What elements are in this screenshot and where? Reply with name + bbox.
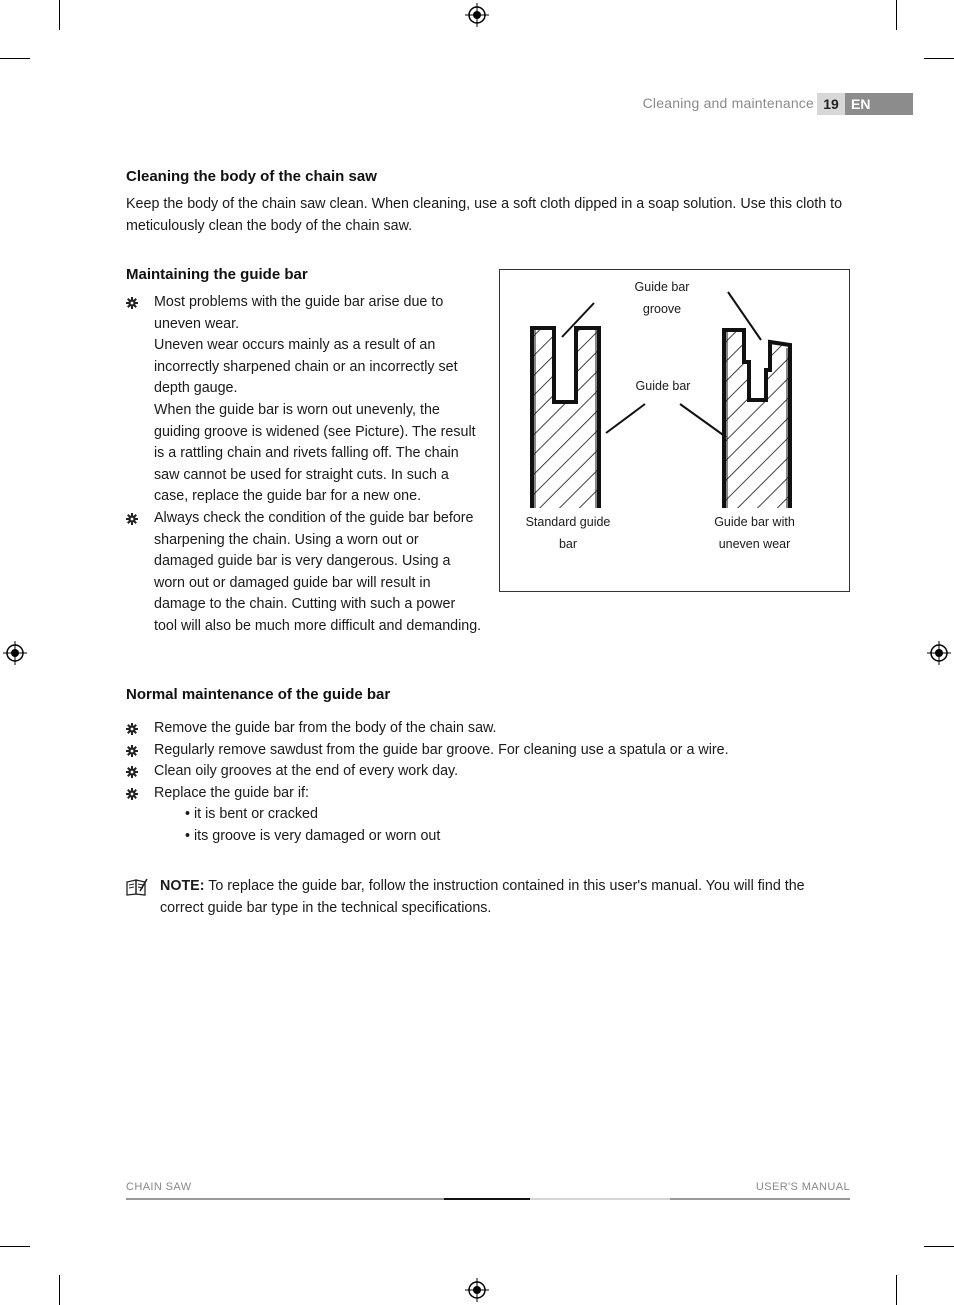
list-item [126,718,852,740]
language-badge: EN [845,93,913,115]
label-standard-guide-bar: Standard guide bar [525,515,611,551]
standard-guide-bar [532,327,599,508]
pointer-bar-right [680,404,726,437]
label-guide-bar-groove: Guide bar groove [634,280,690,316]
crop-mark-bottom-left-v [59,1275,60,1305]
notebook-icon [126,878,148,896]
sub-list [154,804,852,847]
footer-rule [126,1198,444,1200]
worn-guide-bar [724,330,790,508]
gear-icon [126,513,138,525]
label-uneven-guide-bar: Guide bar with uneven wear [714,515,795,551]
list-item-text: Remove the guide bar from the body of the chain saw. [154,720,497,736]
registration-mark-icon [927,641,951,665]
footer-left: CHAIN SAW [126,1181,192,1193]
crop-mark-bottom-right-h [924,1246,954,1247]
list-item [126,740,852,762]
crop-mark-bottom-right-v [896,1275,897,1305]
gear-icon [126,723,138,735]
list-item [126,783,852,848]
page-tab [817,93,913,115]
list-paragraph: Most problems with the guide bar arise due to uneven wear. [154,294,444,332]
gear-icon [126,766,138,778]
footer-rule [670,1198,850,1200]
pointer-bar-left [606,404,645,433]
cleaning-text: Keep the body of the chain saw clean. When cleaning, use a soft cloth dipped in a soap solution. Use this cloth to meticulously clean the body of the chain saw. [126,196,843,234]
section-title: Cleaning and maintenance [642,95,814,111]
heading-cleaning: Cleaning the body of the chain saw [126,168,377,185]
list-paragraph: Uneven wear occurs mainly as a result of an incorrectly sharpened chain or an incorrectly set depth gauge. [154,337,458,397]
list-paragraph: When the guide bar is worn out unevenly, the guiding groove is widened (see Picture). The result is a rattling chain and rivets falling off. The chain saw cannot be used for straight cuts. In such a case, replace the guide bar for a new one. [154,401,476,505]
footer-right: USER'S MANUAL [755,1181,850,1193]
heading-normal-maintenance: Normal maintenance of the guide bar [126,686,391,703]
crop-mark-top-left-v [59,0,60,30]
registration-mark-icon [465,1278,489,1302]
crop-mark-bottom-left-h [0,1246,30,1247]
list-item-text: Clean oily grooves at the end of every work day. [154,763,459,780]
footer-rule [530,1198,670,1200]
heading-maintaining: Maintaining the guide bar [126,266,308,283]
note-label: NOTE: [160,878,205,894]
sub-list-item: • its groove is very damaged or worn out [185,827,441,844]
list-item [126,761,852,783]
page-number: 19 [817,93,845,115]
gear-icon [126,788,138,800]
crop-mark-top-left-h [0,58,30,59]
maintaining-list [126,292,482,638]
list-item-text: Regularly remove sawdust from the guide bar groove. For cleaning use a spatula or a wire. [154,741,729,758]
registration-mark-icon [3,641,27,665]
note-text [160,876,850,919]
crop-mark-top-right-h [924,58,954,59]
list-item-text: Replace the guide bar if: [154,784,309,801]
sub-list-item: • it is bent or cracked [185,806,318,823]
footer-rule [444,1198,530,1200]
normal-maintenance-list [126,718,852,848]
note-body: To replace the guide bar, follow the instruction contained in this user's manual. You will find the correct guide bar type in the technical specifications. [160,878,805,916]
gear-icon [126,745,138,757]
guide-bar-figure [499,269,850,592]
list-paragraph: Always check the condition of the guide bar before sharpening the chain. Using a worn out or damaged guide bar is very dangerous. Using a worn out or damaged guide bar will result in damage to the chain. Cutting with such a power tool will also be much more difficult and demanding. [154,509,482,634]
registration-mark-icon [465,3,489,27]
gear-icon [126,297,138,309]
list-item [126,508,482,638]
crop-mark-top-right-v [896,0,897,30]
list-item [126,292,482,508]
label-guide-bar: Guide bar [635,379,691,393]
